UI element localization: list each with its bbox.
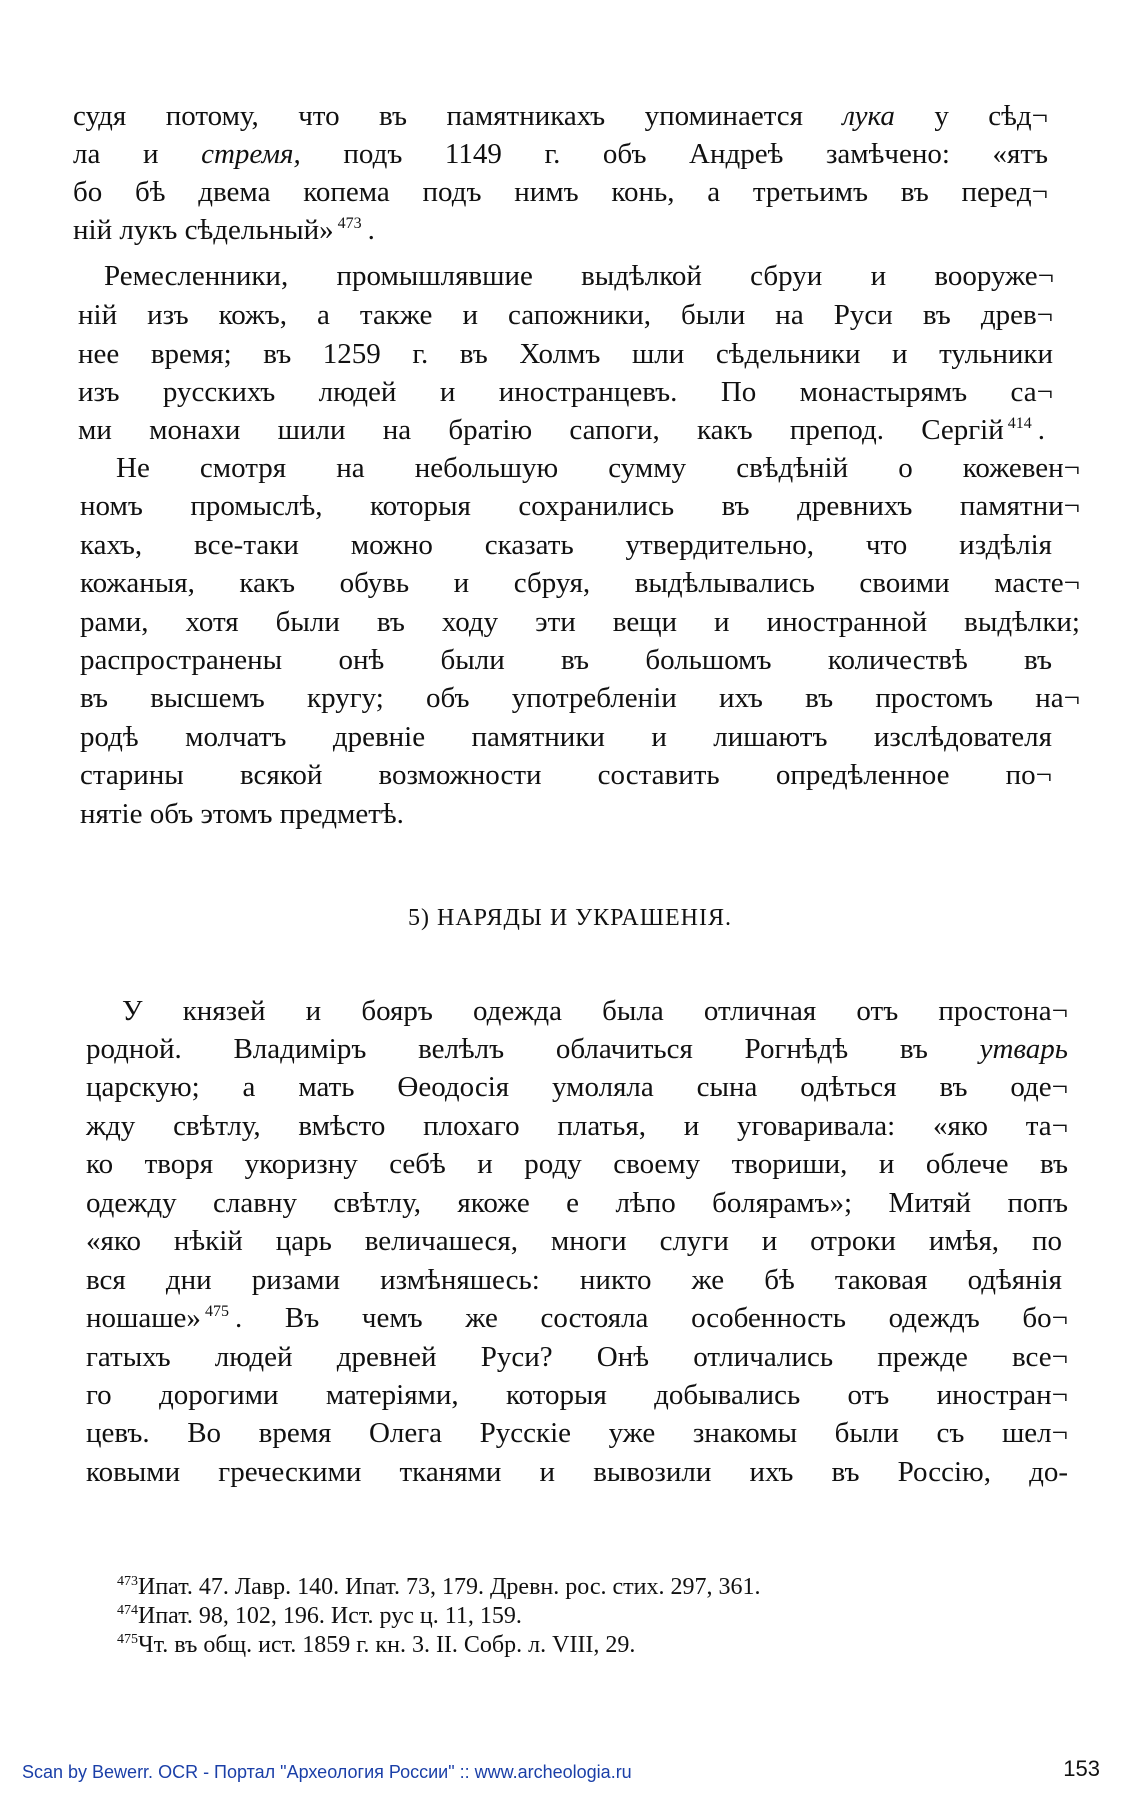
text-line: ми монахи шили на братію сапоги, какъ препод. Сергій $^{414}$ . (78, 414, 1045, 446)
text-line: родѣ молчатъ древніе памятники и лишаютъ изслѣдователя (80, 721, 1052, 753)
text-line: «яко нѣкій царь величашеся, многи слуги и отроки имѣя, по (86, 1225, 1062, 1257)
text-line: кожаныя, какъ обувь и сбруя, выдѣлывались своими масте¬ (80, 567, 1080, 599)
text-line: ко творя укоризну себѣ и роду своему твориши, и облече въ (86, 1148, 1068, 1180)
text-line: старины всякой возможности составить опредѣленное по¬ (80, 759, 1052, 791)
italic-word: утварь (979, 1033, 1068, 1065)
footnote-ref: 473 (337, 215, 362, 233)
text-line: цевъ. Во время Олега Русскіе уже знакомы были съ шел¬ (86, 1417, 1068, 1449)
text-line: ній лукъ сѣдельный» $^{473}$ . (73, 214, 375, 246)
italic-word: стремя, (201, 138, 301, 170)
text-line: ній изъ кожъ, а также и сапожники, были на Руси въ древ¬ (78, 299, 1053, 331)
text-line: номъ промыслѣ, которыя сохранились въ древнихъ памятни¬ (80, 490, 1080, 522)
text-line: рами, хотя были въ ходу эти вещи и иностранной выдѣлки; (80, 606, 1080, 638)
footnote: $^{474}$Ипат. 98, 102, 196. Ист. рус ц. 11, 159. (117, 1603, 522, 1629)
text-line: ла и стремя, подъ 1149 г. объ Андреѣ замѣчено: «ятъ (73, 138, 1049, 170)
footnote-ref: 414 (1007, 415, 1032, 433)
footnote-number: 475 (117, 1632, 138, 1647)
text-line: ковыми греческими тканями и вывозили ихъ въ Россію, до- (86, 1456, 1068, 1488)
italic-word: лука (842, 100, 895, 132)
page-number: 153 (1063, 1756, 1100, 1781)
text-line: У князей и бояръ одежда была отличная отъ простона¬ (122, 995, 1068, 1027)
text-line: вся дни ризами измѣняшесь: никто же бѣ таковая одѣянія (86, 1264, 1062, 1296)
footnote: $^{475}$Чт. въ общ. ист. 1859 г. кн. 3. II. Собр. л. VIII, 29. (117, 1632, 636, 1658)
text-line: нятіе объ этомъ предметѣ. (80, 798, 404, 830)
footnote: $^{473}$Ипат. 47. Лавр. 140. Ипат. 73, 179. Древн. рос. стих. 297, 361. (117, 1574, 761, 1600)
text-line: распространены онѣ были въ большомъ количествѣ въ (80, 644, 1052, 676)
text-line: въ высшемъ кругу; объ употребленіи ихъ въ простомъ на¬ (80, 682, 1080, 714)
footnote-ref: 475 (204, 1303, 229, 1321)
text-line: гатыхъ людей древней Руси? Онѣ отличались прежде все¬ (86, 1341, 1068, 1373)
text-line: жду свѣтлу, вмѣсто плохаго платья, и уговаривала: «яко та¬ (86, 1110, 1068, 1142)
footnote-number: 473 (117, 1574, 138, 1589)
text-line: судя потому, что въ памятникахъ упоминается лука у сѣд¬ (73, 100, 1048, 132)
text-line: нее время; въ 1259 г. въ Холмъ шли сѣдельники и тульники (78, 338, 1053, 370)
text-line: одежду славну свѣтлу, якоже е лѣпо болярамъ»; Митяй попъ (86, 1187, 1068, 1219)
footnote-number: 474 (117, 1603, 138, 1618)
text-line: Ремесленники, промышлявшие выдѣлкой сбруи и вооруже¬ (104, 260, 1054, 292)
text-line: царскую; а мать Өеодосія умоляла сына одѣться въ оде¬ (86, 1071, 1068, 1103)
section-heading: 5) НАРЯДЫ И УКРАШЕНІЯ. (408, 905, 732, 931)
footnotes (117, 1573, 760, 1660)
text-line: бо бѣ двема копема подъ нимъ конь, а третьимъ въ перед¬ (73, 176, 1048, 208)
text-line: родной. Владиміръ велѣлъ облачиться Рогнѣдѣ въ утварь (86, 1033, 1068, 1065)
text-line: кахъ, все-таки можно сказать утвердительно, что издѣлія (80, 529, 1052, 561)
text-line: изъ русскихъ людей и иностранцевъ. По монастырямъ са¬ (78, 376, 1053, 408)
text-line: Не смотря на небольшую сумму свѣдѣній о кожевен¬ (116, 452, 1080, 484)
text-line: го дорогими матеріями, которыя добывались отъ иностран¬ (86, 1379, 1068, 1411)
scan-credit: Scan by Bewerr. OCR - Портал "Археология России" :: www.archeologia.ru (22, 1762, 632, 1782)
text-line: ношаше» $^{475}$ . Въ чемъ же состояла особенность одеждъ бо¬ (86, 1302, 1068, 1334)
